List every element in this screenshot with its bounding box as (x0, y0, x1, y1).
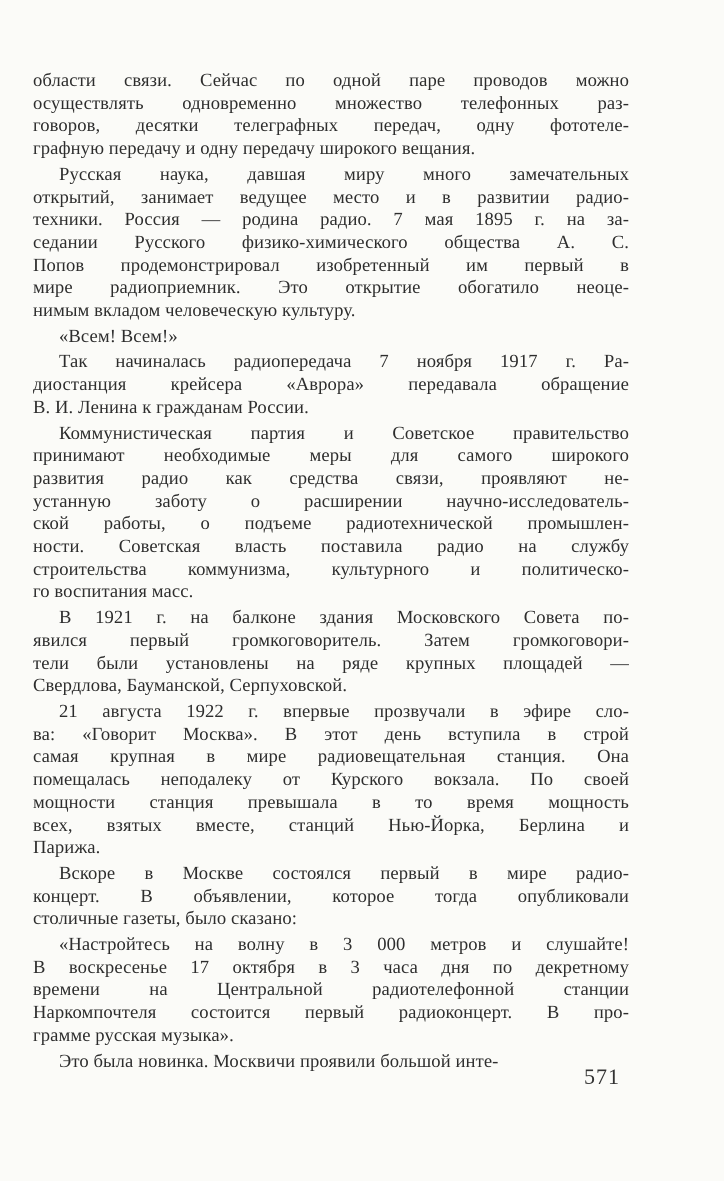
text-line: тели были установлены на ряде крупных площадей — (33, 652, 629, 674)
text-line: открытий, занимает ведущее место и в развитии радио- (33, 186, 629, 208)
text-line: явился первый громкоговоритель. Затем громкоговори- (33, 629, 629, 651)
text-line: «Всем! Всем!» (59, 325, 178, 347)
text-line: самая крупная в мире радиовещательная станция. Она (33, 746, 629, 768)
paragraph (33, 1051, 629, 1074)
text-line: Русская наука, давшая миру много замечательных (59, 163, 629, 185)
text-line: столичные газеты, было сказано: (33, 908, 298, 930)
text-line: диостанция крейсера «Аврора» передавала обращение (33, 374, 629, 396)
text-line: области связи. Сейчас по одной паре проводов можно (33, 70, 629, 91)
paragraph (33, 423, 629, 605)
text-line: техники. Россия — родина радио. 7 мая 1895 г. на за- (33, 209, 629, 231)
text-line: строительства коммунизма, культурного и политическо- (33, 558, 629, 580)
page-number: 571 (584, 1064, 620, 1089)
text-line: Свердлова, Бауманской, Серпуховской. (33, 675, 348, 697)
text-line: Попов продемонстрировал изобретенный им первый в (33, 254, 629, 276)
text-line: Наркомпочтеля состоится первый радиоконцерт. В про- (33, 1002, 629, 1024)
paragraph (33, 164, 629, 323)
text-line: Это была новинка. Москвичи проявили большой инте- (59, 1050, 499, 1072)
text-line: принимают необходимые меры для самого широкого (33, 445, 629, 467)
text-line: помещалась неподалеку от Курского вокзала. По своей (33, 769, 629, 791)
paragraph (33, 934, 629, 1048)
paragraph (33, 607, 629, 698)
text-line: седании Русского физико-химического общества А. С. (33, 231, 629, 253)
text-line: ва: «Говорит Москва». В этот день вступила в строй (33, 723, 629, 745)
text-line: мире радиоприемник. Это открытие обогатило неоце- (33, 277, 629, 299)
text-line: Коммунистическая партия и Советское правительство (59, 422, 629, 444)
text-line: В 1921 г. на балконе здания Московского Совета по- (59, 607, 629, 629)
text-line: Вскоре в Москве состоялся первый в мире радио- (59, 862, 629, 884)
text-line: осуществлять одновременно множество телефонных раз- (33, 92, 629, 114)
paragraph (33, 351, 629, 419)
text-line: грамме русская музыка». (33, 1024, 234, 1046)
paragraph (33, 326, 629, 349)
text-line: графную передачу и одну передачу широкого вещания. (33, 138, 476, 160)
text-line: В. И. Ленина к гражданам России. (33, 396, 309, 418)
text-line: Парижа. (33, 837, 101, 859)
text-line: говоров, десятки телеграфных передач, одну фототеле- (33, 115, 629, 137)
body-text (33, 70, 629, 1076)
text-line: Так начиналась радиопередача 7 ноября 1917 г. Ра- (59, 351, 629, 373)
paragraph (33, 701, 629, 860)
text-line: времени на Центральной радиотелефонной станции (33, 979, 629, 1001)
text-line: мощности станция превышала в то время мощность (33, 791, 629, 813)
text-line: концерт. В объявлении, которое тогда опубликовали (33, 885, 629, 907)
text-line: В воскресенье 17 октября в 3 часа дня по декретному (33, 956, 629, 978)
text-line: го воспитания масс. (33, 581, 194, 603)
text-line: 21 августа 1922 г. впервые прозвучали в эфире сло- (59, 700, 629, 722)
paragraph (33, 70, 629, 161)
text-line: ской работы, о подъеме радиотехнической промышлен- (33, 513, 629, 535)
text-line: ности. Советская власть поставила радио на службу (33, 536, 629, 558)
text-line: «Настройтесь на волну в 3 000 метров и слушайте! (59, 934, 629, 956)
text-line: развития радио как средства связи, проявляют не- (33, 467, 629, 489)
text-line: устанную заботу о расширении научно-исследователь- (33, 490, 629, 512)
paragraph (33, 863, 629, 931)
text-line: всех, взятых вместе, станций Нью-Йорка, Берлина и (33, 814, 629, 836)
text-line: нимым вкладом человеческую культуру. (33, 300, 356, 322)
